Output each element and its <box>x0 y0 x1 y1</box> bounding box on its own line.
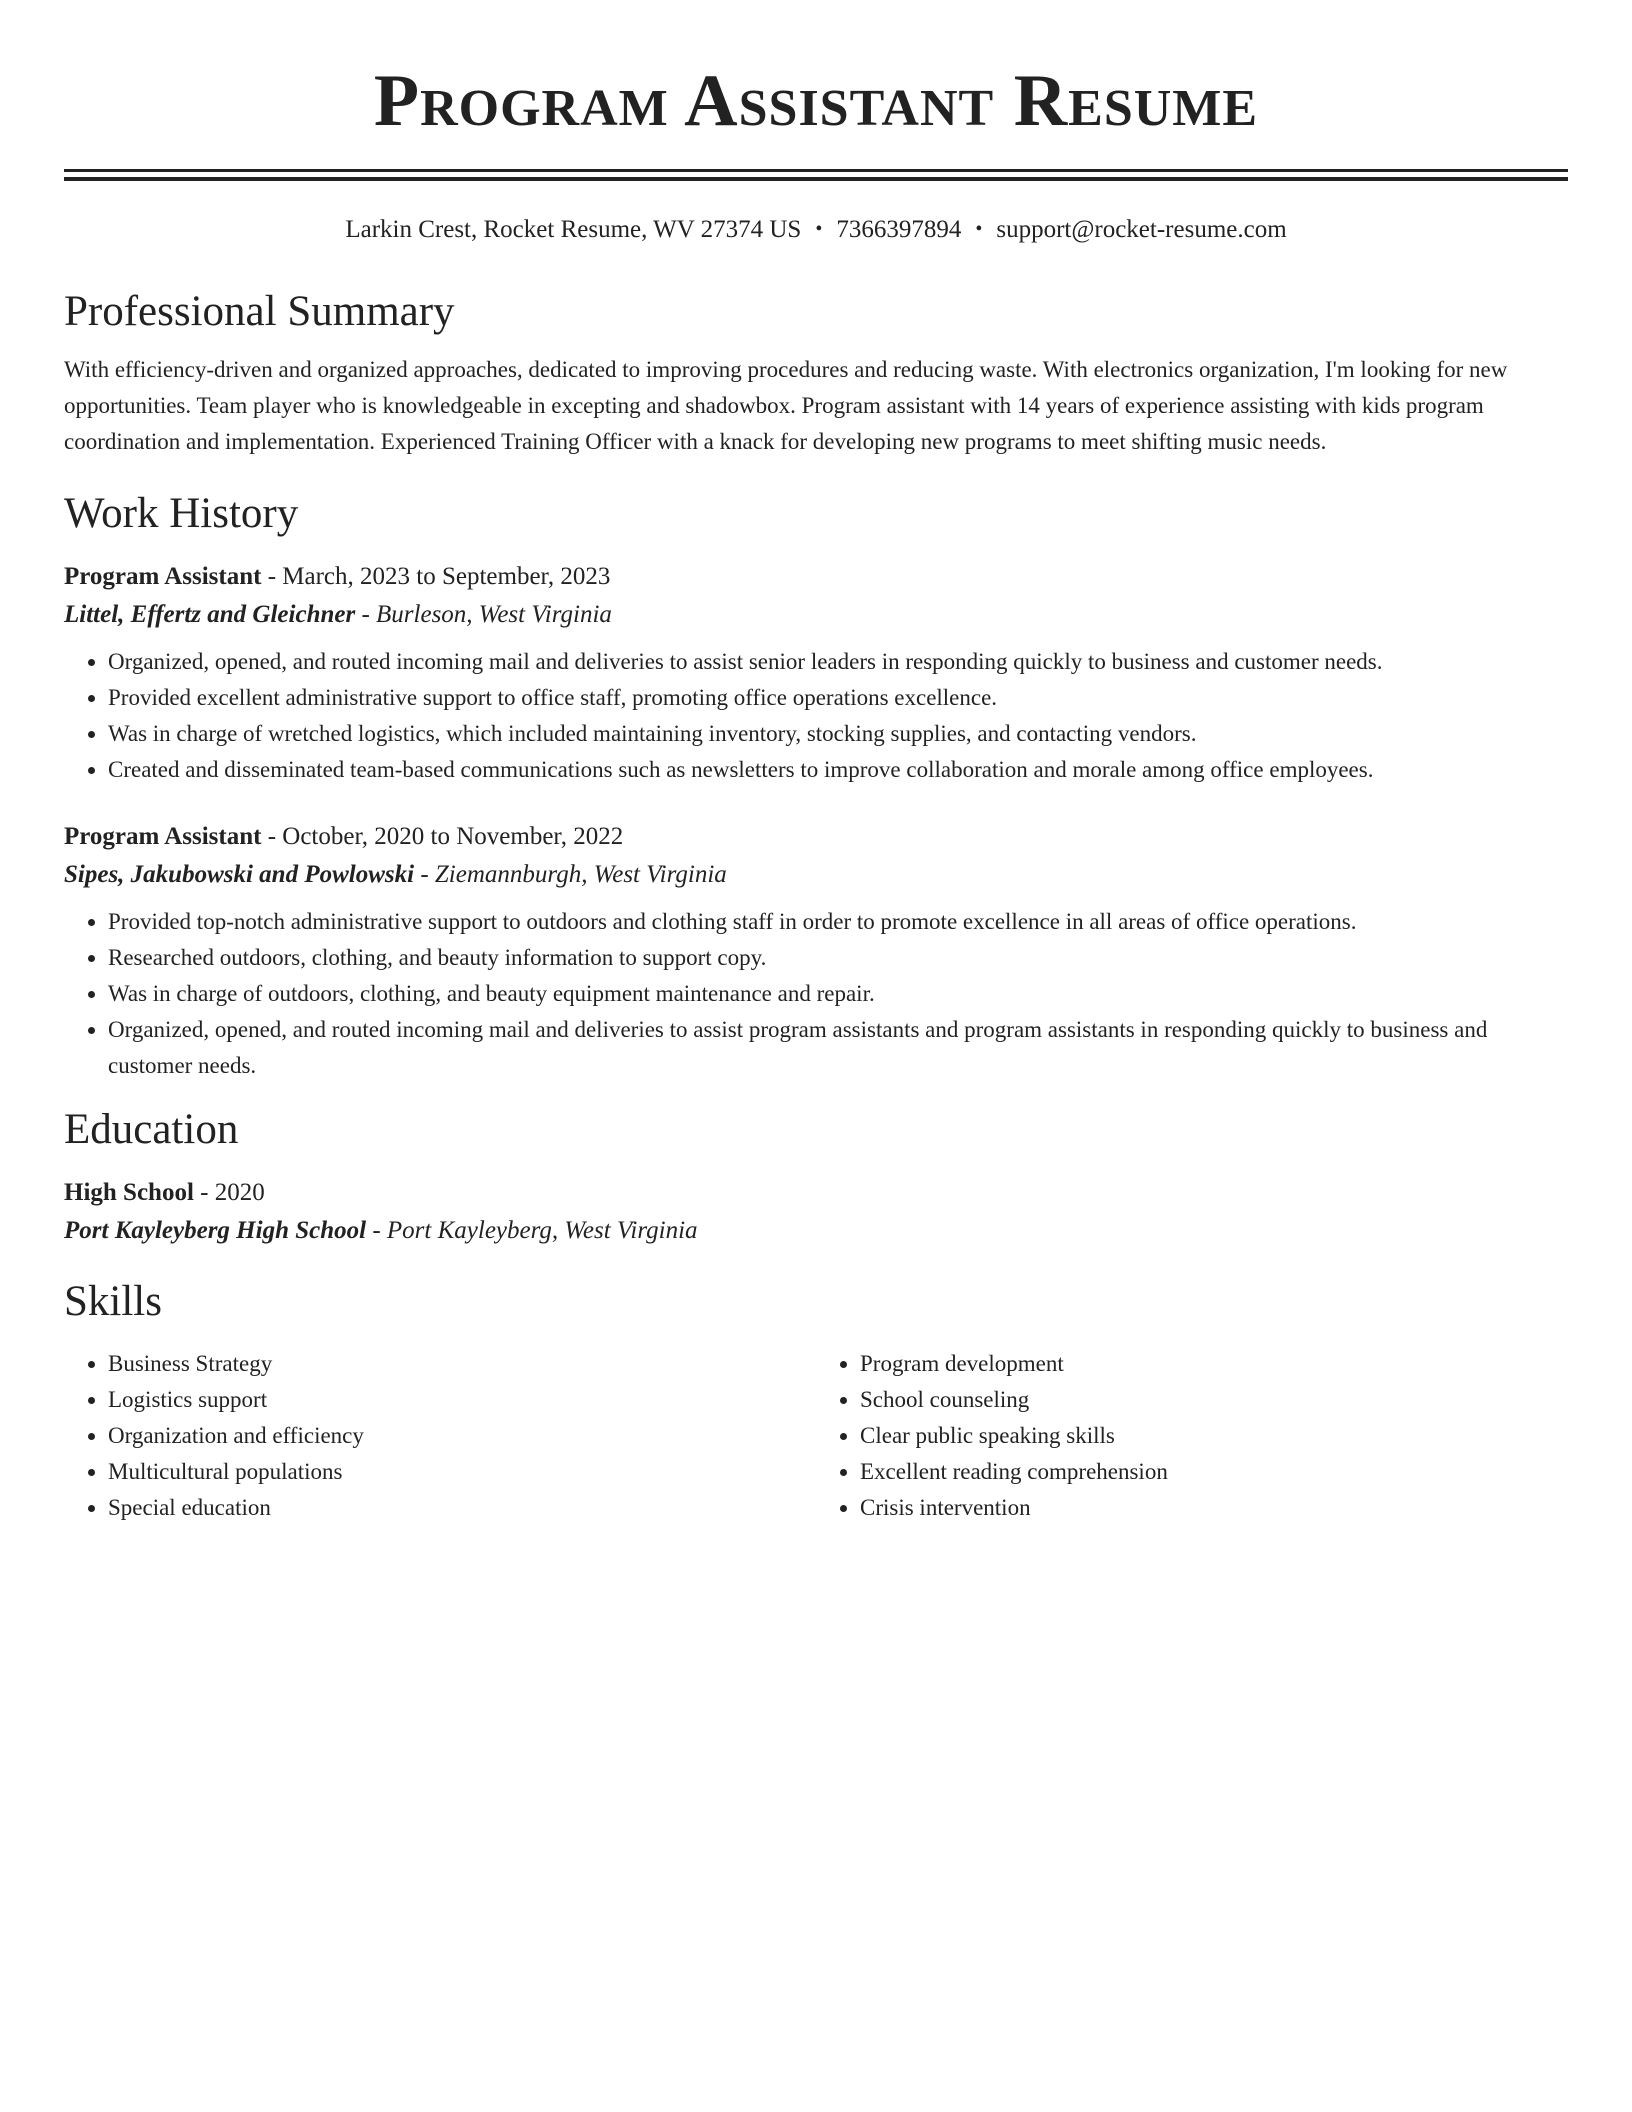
bullet-separator: • <box>975 218 983 240</box>
job-bullets <box>64 644 1568 788</box>
job-title: Program Assistant <box>64 563 262 590</box>
summary-heading: Professional Summary <box>64 288 455 335</box>
contact-line <box>64 213 1568 246</box>
company-name: Sipes, Jakubowski and Powlowski <box>64 861 415 888</box>
degree: High School <box>64 1179 194 1206</box>
resume-title: Program Assistant Resume <box>373 60 1259 142</box>
degree-line <box>64 1174 1568 1212</box>
job-bullet: • Was in charge of wretched logistics, which included maintaining inventory, stocking supplies, and contacting vendors. <box>108 716 1568 752</box>
company-line <box>64 596 1568 634</box>
skills-column-right <box>816 1346 1568 1526</box>
skill-item: • Business Strategy <box>108 1346 816 1382</box>
skills-list <box>64 1346 1568 1526</box>
school-line <box>64 1212 1568 1250</box>
company-location: - Ziemannburgh, West Virginia <box>414 861 727 888</box>
contact-email: support@rocket-resume.com <box>996 216 1287 243</box>
company-line <box>64 856 1568 894</box>
skill-item: • School counseling <box>860 1382 1568 1418</box>
job-dates: - October, 2020 to November, 2022 <box>261 823 624 850</box>
skills-heading: Skills <box>64 1278 162 1325</box>
job-bullet: • Organized, opened, and routed incoming mail and deliveries to assist senior leaders in responding quickly to business and customer needs. <box>108 644 1568 680</box>
company-name: Littel, Effertz and Gleichner <box>64 601 356 628</box>
work-history-heading: Work History <box>64 490 299 537</box>
school-name: Port Kayleyberg High School <box>64 1217 367 1244</box>
contact-phone: 7366397894 <box>836 216 962 243</box>
job-entry <box>64 818 1568 1084</box>
contact-address: Larkin Crest, Rocket Resume, WV 27374 US <box>345 216 802 243</box>
job-bullet: • Created and disseminated team-based communications such as newsletters to improve collaboration and morale among office employees. <box>108 752 1568 788</box>
skill-item: • Crisis intervention <box>860 1490 1568 1526</box>
skill-item: • Excellent reading comprehension <box>860 1454 1568 1490</box>
title-divider <box>64 169 1568 181</box>
job-bullet: • Provided top-notch administrative support to outdoors and clothing staff in order to promote excellence in all areas of office operations. <box>108 904 1568 940</box>
bullet-separator: • <box>815 218 823 240</box>
skill-item: • Organization and efficiency <box>108 1418 816 1454</box>
skills-column-left <box>64 1346 816 1526</box>
graduation-year: - 2020 <box>193 1179 265 1206</box>
skill-item: • Special education <box>108 1490 816 1526</box>
job-title-line <box>64 558 1568 596</box>
job-bullet: • Organized, opened, and routed incoming mail and deliveries to assist program assistants and program assistants in responding quickly to business and customer needs. <box>108 1012 1568 1084</box>
job-title: Program Assistant <box>64 823 262 850</box>
skill-item: • Multicultural populations <box>108 1454 816 1490</box>
education-heading: Education <box>64 1106 239 1153</box>
skill-item: • Logistics support <box>108 1382 816 1418</box>
school-location: - Port Kayleyberg, West Virginia <box>366 1217 698 1244</box>
job-bullet: • Researched outdoors, clothing, and beauty information to support copy. <box>108 940 1568 976</box>
job-bullets <box>64 904 1568 1084</box>
summary-text: With efficiency-driven and organized approaches, dedicated to improving procedures and reducing waste. With electronics organization, I'm looking for new opportunities. Team player who is knowledgeable in excepting and shadowbox. Program assistant with 14 years of experience assisting with kids program coordination and implementation. Experienced Training Officer with a knack for developing new programs to meet shifting music needs. <box>64 357 1508 454</box>
skill-item: • Program development <box>860 1346 1568 1382</box>
job-title-line <box>64 818 1568 856</box>
job-entry <box>64 558 1568 788</box>
job-bullet: • Was in charge of outdoors, clothing, and beauty equipment maintenance and repair. <box>108 976 1568 1012</box>
company-location: - Burleson, West Virginia <box>355 601 612 628</box>
job-dates: - March, 2023 to September, 2023 <box>261 563 611 590</box>
education-entry <box>64 1174 1568 1250</box>
skill-item: • Clear public speaking skills <box>860 1418 1568 1454</box>
job-bullet: • Provided excellent administrative support to office staff, promoting office operations excellence. <box>108 680 1568 716</box>
